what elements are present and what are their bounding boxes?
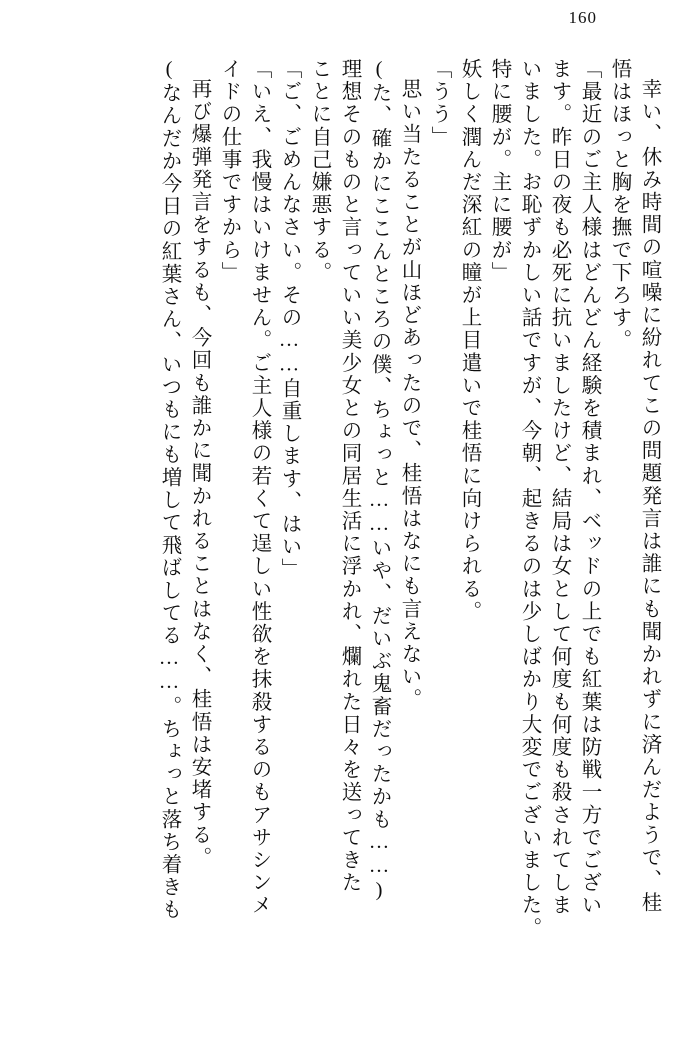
text-line: 「うう」 xyxy=(428,58,450,149)
page-text-body xyxy=(22,58,659,1018)
text-line: (た、確かにここんところの僕、ちょっと……いや、だいぶ鬼畜だったかも……) xyxy=(368,58,390,904)
text-line: 悟はほっと胸を撫で下ろす。 xyxy=(608,58,630,352)
text-line: イドの仕事ですから」 xyxy=(218,58,240,284)
text-line: 幸い、休み時間の喧噪に紛れてこの問題発言は誰にも聞かれずに済んだようで、桂 xyxy=(638,78,660,915)
text-line: 理想そのものと言っていい美少女との同居生活に浮かれ、爛れた日々を送ってきた xyxy=(338,58,360,895)
page-number: 160 xyxy=(568,8,597,27)
text-line: 思い当たることが山ほどあったので、桂悟はなにも言えない。 xyxy=(398,78,420,711)
text-line: 「最近のご主人様はどんどん経験を積まれ、ベッドの上でも紅葉は防戦一方でござい xyxy=(578,58,600,917)
text-line: 「ご、ごめんなさい。その……自重します、はい」 xyxy=(278,58,300,581)
text-line: ことに自己嫌悪する。 xyxy=(308,58,330,284)
text-line: 特に腰が。主に腰が」 xyxy=(488,58,510,284)
text-line: ます。昨日の夜も必死に抗いましたけど、結局は女として何度も何度も殺されてしま xyxy=(548,58,570,917)
text-line: 「いえ、我慢はいけません。ご主人様の若くて逞しい性欲を抹殺するのもアサシンメ xyxy=(248,58,270,917)
text-line: (なんだか今日の紅葉さん、いつもにも増して飛ばしてる……。ちょっと落ち着きも xyxy=(158,58,180,922)
text-line: 妖しく潤んだ深紅の瞳が上目遣いで桂悟に向けられる。 xyxy=(458,58,480,623)
text-line: いました。お恥ずかしい話ですが、今朝、起きるのは少しばかり大変でございました。 xyxy=(518,58,540,940)
text-line: 再び爆弾発言をするも、今回も誰かに聞かれることはなく、桂悟は安堵する。 xyxy=(188,78,210,869)
